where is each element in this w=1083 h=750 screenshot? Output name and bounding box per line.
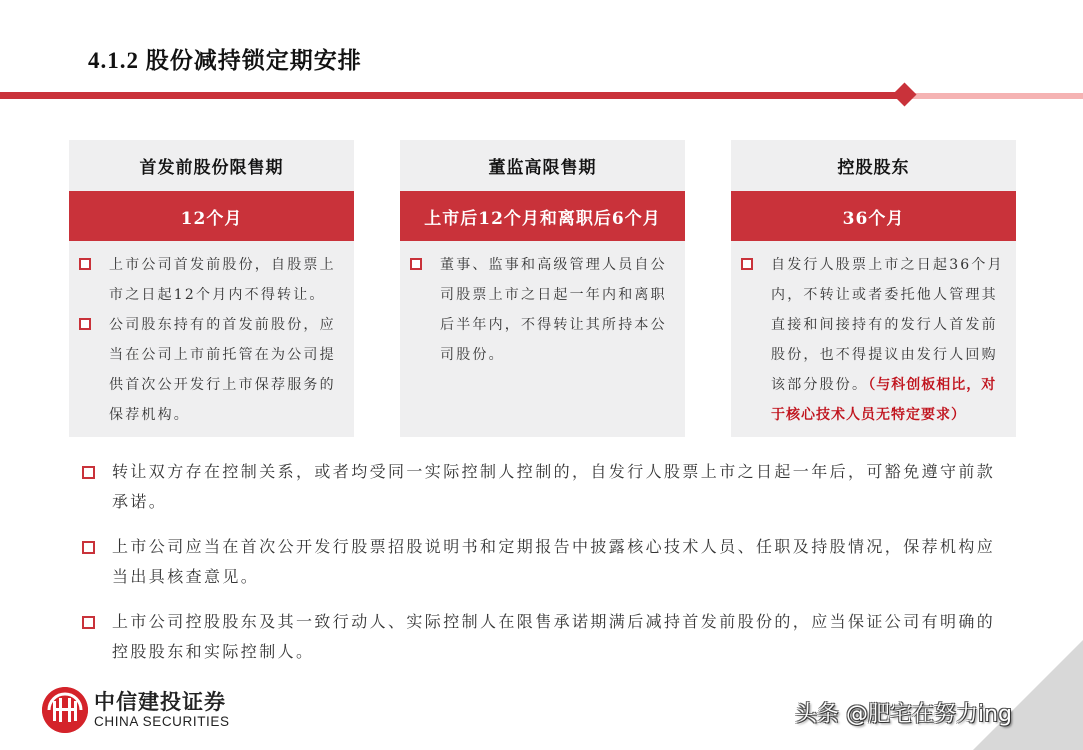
logo-english-name: CHINA SECURITIES	[94, 714, 230, 729]
square-bullet-icon	[741, 258, 753, 270]
square-bullet-icon	[79, 258, 91, 270]
page-corner-fold	[973, 640, 1083, 750]
title-divider-red	[0, 92, 905, 99]
card-heading: 控股股东	[837, 158, 910, 178]
square-bullet-icon	[410, 258, 422, 270]
bullet-text: 上市公司应当在首次公开发行股票招股说明书和定期报告中披露核心技术人员、任职及持股情况，保荐机构应当出具核查意见。	[112, 537, 996, 586]
logo-chinese-name: 中信建投证券	[94, 690, 226, 714]
bullet-text: 上市公司控股股东及其一致行动人、实际控制人在限售承诺期满后减持首发前股份的，应当保证公司有明确的控股股东和实际控制人。	[112, 612, 996, 661]
list-item	[82, 532, 1012, 592]
square-bullet-icon	[82, 541, 95, 554]
card-controlling-shareholder	[731, 140, 1016, 437]
card-bullet	[410, 250, 677, 370]
card-period: 36个月	[731, 191, 1016, 241]
divider-diamond-icon	[892, 82, 916, 106]
card-bullet	[79, 250, 346, 310]
card-bullet	[79, 310, 346, 430]
bullet-text: 董事、监事和高级管理人员自公司股票上市之日起一年内和离职后半年内，不得转让其所持本公司股份。	[440, 257, 667, 363]
card-period: 12个月	[69, 191, 354, 241]
highlight-note: （与科创板相比，对于核心技术人员无特定要求）	[771, 377, 997, 423]
list-item	[82, 457, 1012, 517]
square-bullet-icon	[82, 616, 95, 629]
square-bullet-icon	[79, 318, 91, 330]
watermark: 头条 @肥宅在努力ing	[795, 702, 1013, 727]
list-item	[82, 607, 1012, 667]
card-heading: 董监高限售期	[488, 158, 597, 178]
card-pre-ipo-lockup	[69, 140, 354, 437]
bullet-text-wrap	[771, 250, 1008, 430]
bullet-text: 公司股东持有的首发前股份，应当在公司上市前托管在为公司提供首次公开发行上市保荐服务的保荐机构。	[109, 317, 336, 423]
bullet-text: 上市公司首发前股份，自股票上市之日起12个月内不得转让。	[109, 257, 336, 303]
square-bullet-icon	[82, 466, 95, 479]
citic-logo-icon	[42, 687, 88, 733]
card-bullet	[741, 250, 1008, 430]
card-period: 上市后12个月和离职后6个月	[400, 191, 685, 241]
bullet-text: 转让双方存在控制关系，或者均受同一实际控制人控制的，自发行人股票上市之日起一年后，可豁免遵守前款承诺。	[112, 462, 996, 511]
card-executive-lockup	[400, 140, 685, 437]
bottom-bullet-list	[82, 457, 1012, 682]
company-logo	[42, 687, 230, 733]
bullet-text: 自发行人股票上市之日起36个月内，不转让或者委托他人管理其直接和间接持有的发行人首发前股份，也不得提议由发行人回购该部分股份。	[771, 257, 1004, 393]
title-divider-pink	[905, 93, 1083, 99]
card-heading: 首发前股份限售期	[139, 158, 284, 178]
page-title: 4.1.2 股份减持锁定期安排	[88, 48, 362, 73]
